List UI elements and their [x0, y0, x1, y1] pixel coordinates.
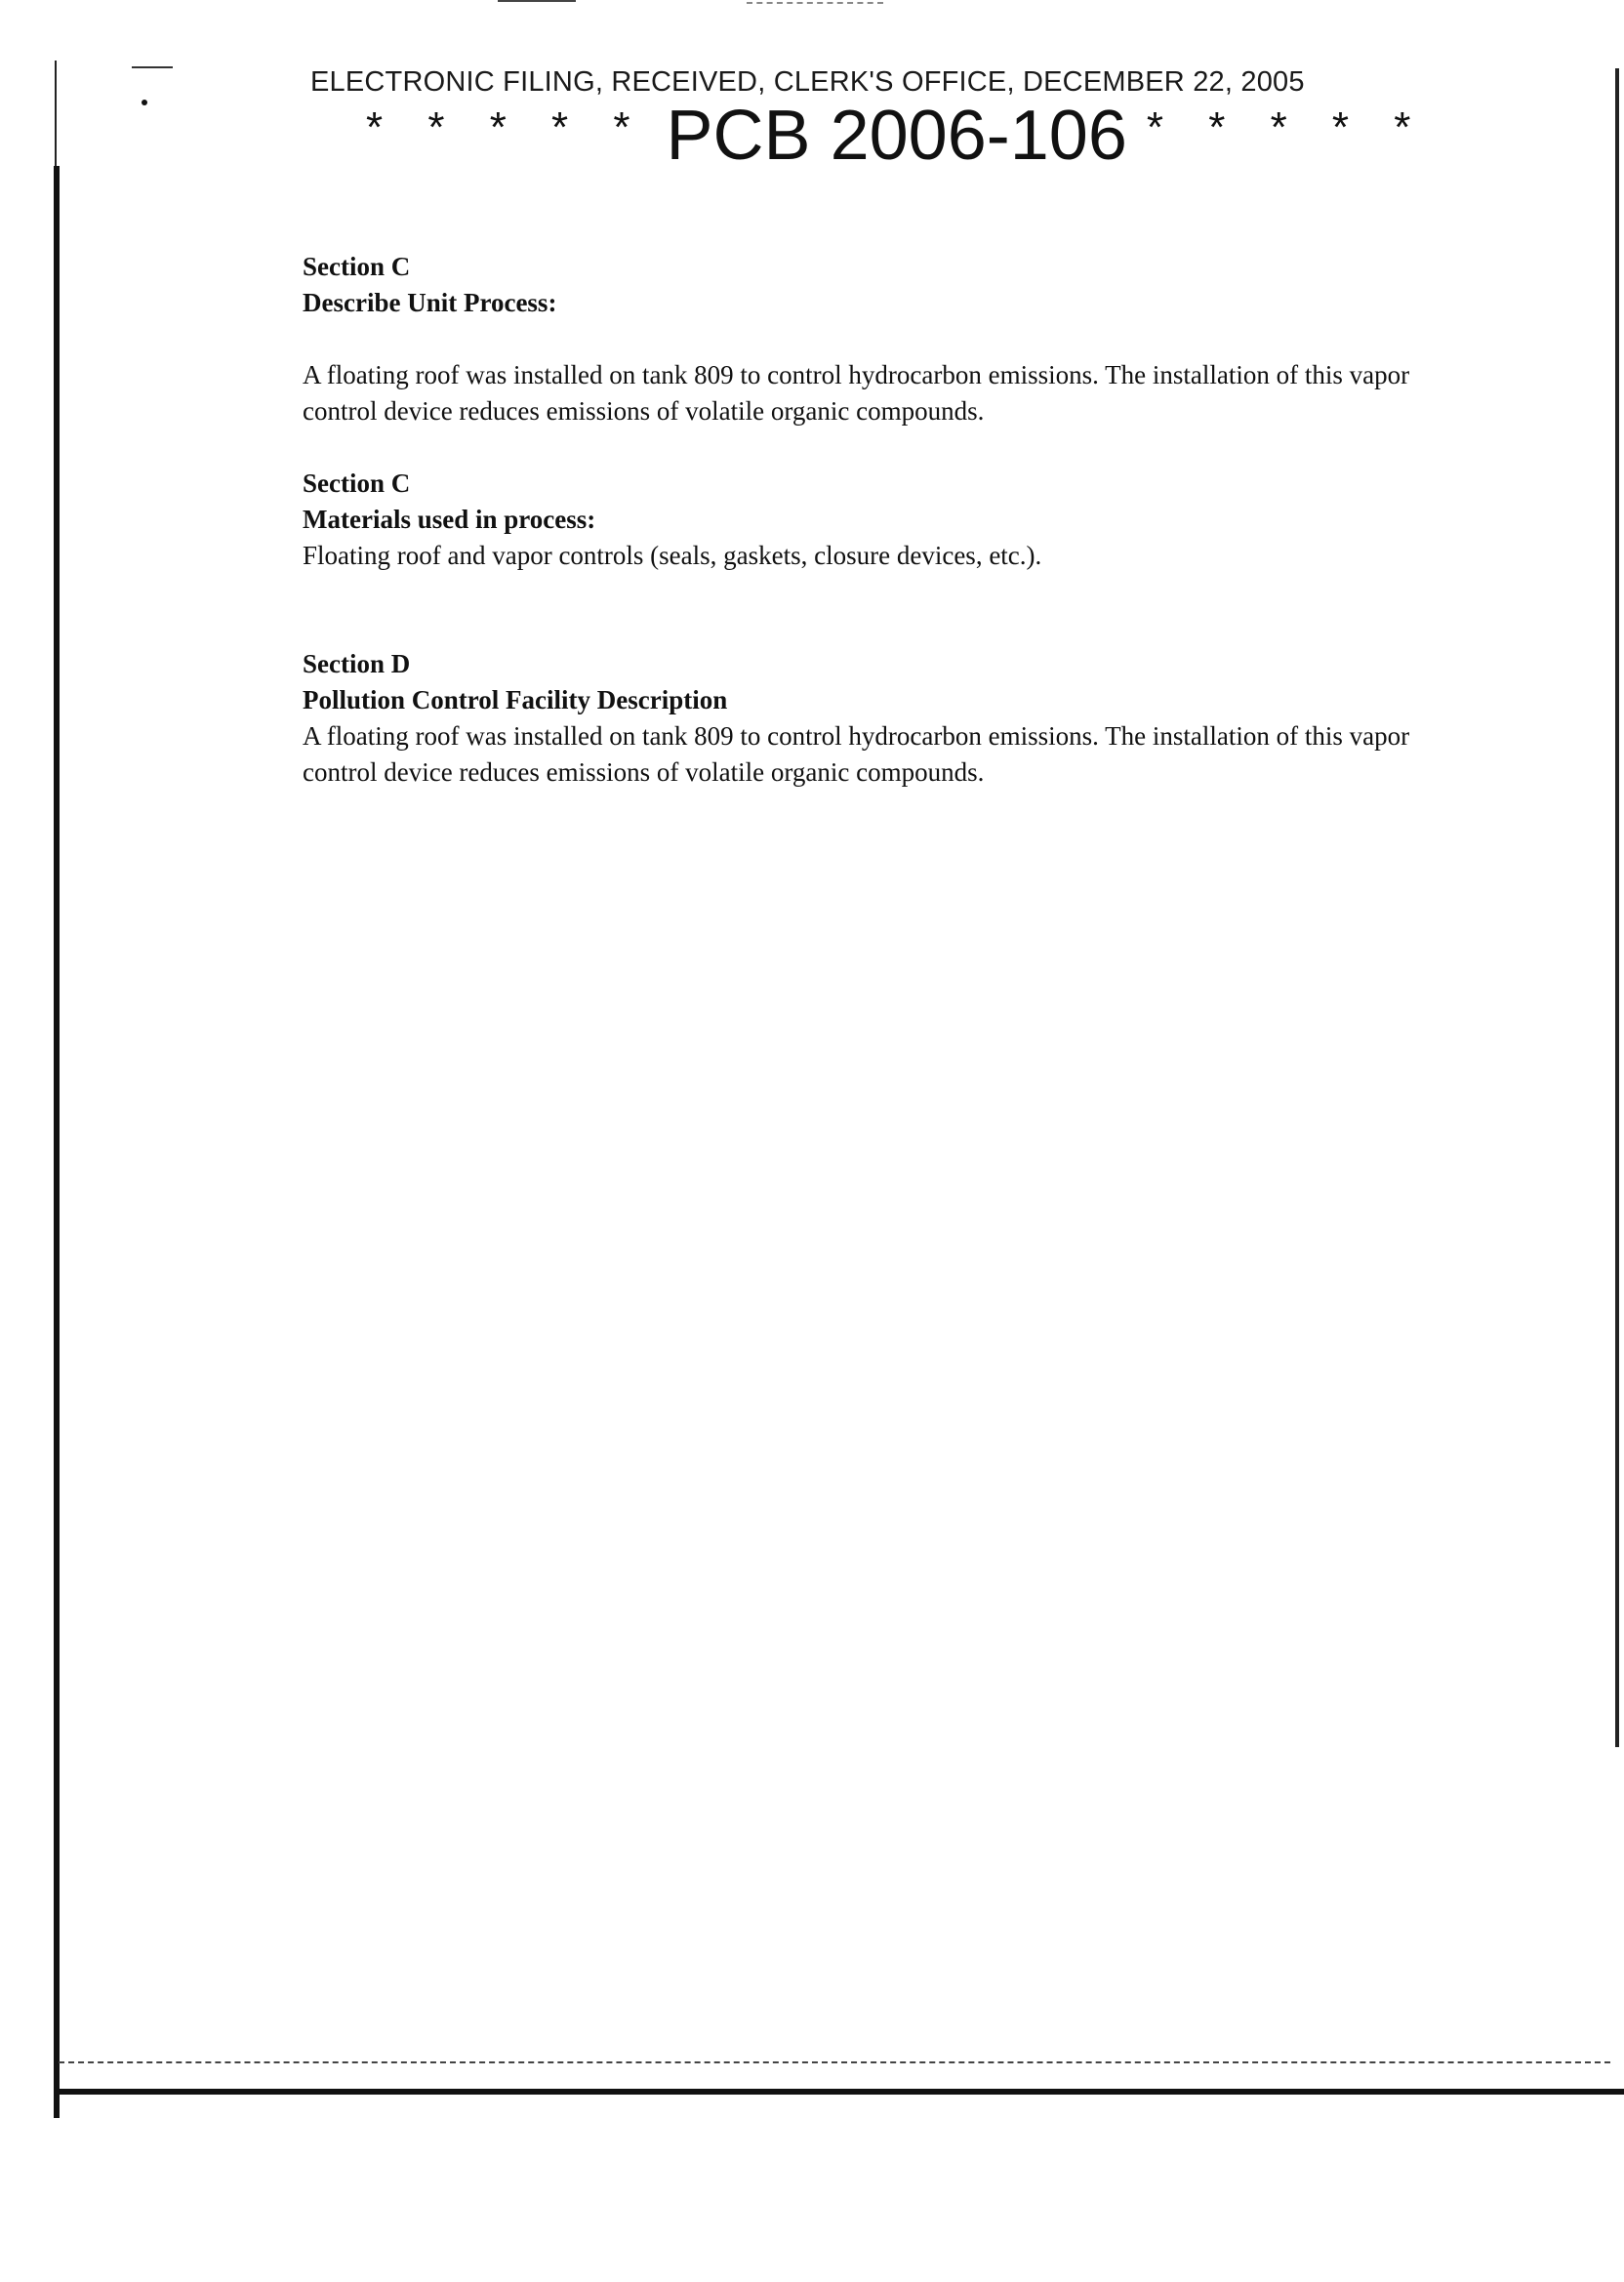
case-number: PCB 2006-106: [666, 97, 1127, 175]
scan-artifact: [498, 0, 576, 2]
section-body: A floating roof was installed on tank 809 to control hydrocarbon emissions. The installation of this vapor control device reduces emissions of volatile organic compounds.: [303, 721, 1410, 787]
scan-edge-right: [1615, 68, 1619, 1747]
section-label: Section C: [303, 469, 411, 498]
filing-stamp: ELECTRONIC FILING, RECEIVED, CLERK'S OFFICE, DECEMBER 22, 2005: [310, 66, 1305, 98]
scan-edge-left: [55, 61, 57, 168]
section-label: Section C: [303, 252, 411, 281]
case-number-banner: [366, 97, 1428, 175]
stars-right: * * * * *: [1146, 103, 1428, 151]
section-body: Floating roof and vapor controls (seals, gaskets, closure devices, etc.).: [303, 541, 1042, 570]
section-heading: Describe Unit Process:: [303, 288, 557, 317]
scan-edge-left: [54, 166, 60, 2118]
stars-left: * * * * *: [366, 103, 647, 151]
section-label: Section D: [303, 649, 411, 678]
scan-artifact: [132, 66, 173, 68]
document-body: [303, 249, 1425, 791]
section-body: A floating roof was installed on tank 809 to control hydrocarbon emissions. The installation of this vapor control device reduces emissions of volatile organic compounds.: [303, 360, 1410, 426]
scan-artifact: [142, 100, 147, 105]
scan-artifact: [59, 2061, 1610, 2063]
section-heading: Pollution Control Facility Description: [303, 685, 728, 714]
scan-edge-bottom: [57, 2089, 1624, 2095]
scan-artifact: [747, 2, 883, 4]
section-heading: Materials used in process:: [303, 505, 596, 534]
